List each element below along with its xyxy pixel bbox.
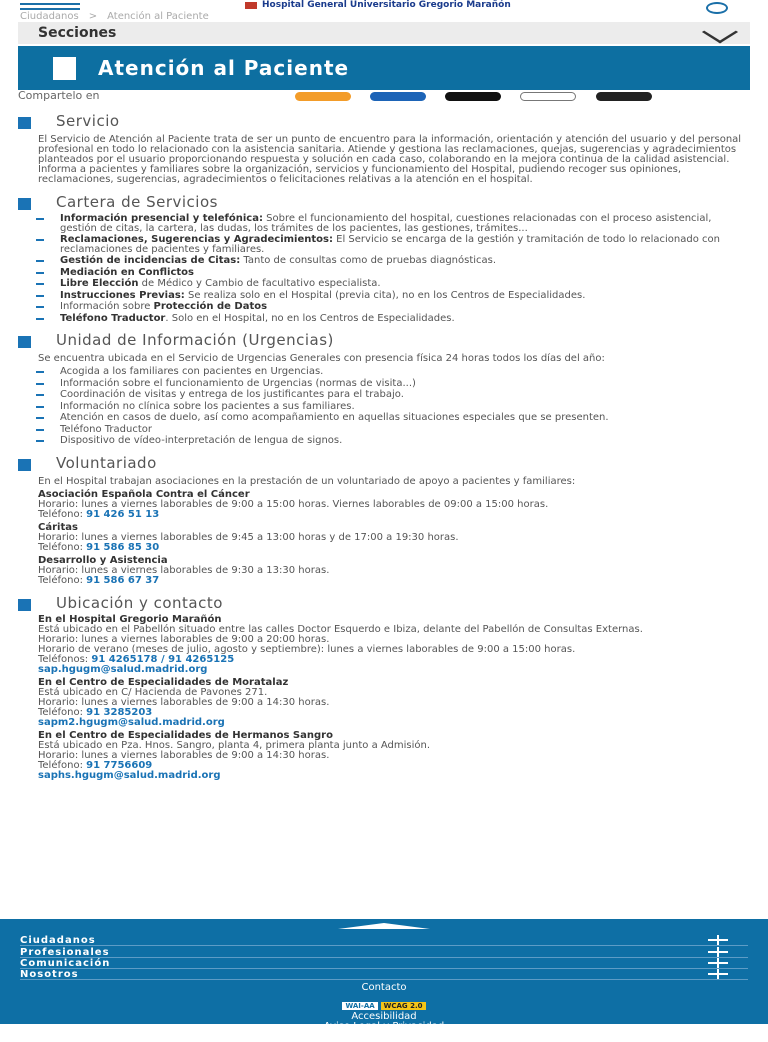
footer-nav-label: Profesionales: [20, 947, 110, 958]
section-square-icon: [18, 336, 31, 348]
org-name: Desarrollo y Asistencia: [38, 554, 168, 566]
section-heading-cartera: [18, 193, 750, 211]
item-text: . Solo en el Hospital, no en los Centros de Especialidades.: [165, 312, 455, 324]
org-desarrollo: [38, 556, 750, 586]
email-link[interactable]: sapm2.hgugm@salud.madrid.org: [38, 716, 225, 728]
hospital-logo[interactable]: [244, 0, 511, 10]
list-item: Dispositivo de vídeo-interpretación de lengua de signos.: [60, 436, 750, 446]
share-whatsapp-button[interactable]: [596, 92, 652, 101]
org-hours: Horario: lunes a viernes laborables de 9:30 a 13:30 horas.: [38, 564, 330, 576]
item-bold: Gestión de incidencias de Citas:: [60, 255, 241, 266]
phone-link[interactable]: 91 4265178 / 91 4265125: [91, 653, 235, 665]
item-text: Sobre el funcionamiento del hospital, cuestiones relacionadas con el proceso asistencial, gestión de citas, la cartera, las dudas, los trámites de los pacientes, las gestiones, trámites...: [60, 213, 712, 234]
section-title: Voluntariado: [56, 453, 157, 472]
page-title: Atención al Paciente: [98, 56, 350, 80]
site-name: En el Centro de Especialidades de Hermanos Sangro: [38, 729, 333, 741]
footer-nav-nosotros[interactable]: [20, 969, 748, 980]
footer-link-aviso-legal[interactable]: Aviso Legal y Privacidad: [323, 1021, 445, 1032]
main-content: [18, 108, 750, 781]
phone-label: Teléfono:: [38, 574, 87, 586]
share-plus-button[interactable]: [295, 92, 351, 101]
item-text: Información sobre: [60, 301, 154, 312]
item-bold[interactable]: Instrucciones Previas:: [60, 289, 185, 301]
phone-link[interactable]: 91 586 67 37: [86, 574, 160, 586]
list-item: Teléfono Traductor: [60, 425, 750, 435]
site-address: Está ubicado en Pza. Hnos. Sangro, planta 4, primera planta junto a Admisión.: [38, 739, 431, 751]
site-name: En el Centro de Especialidades de Moratalaz: [38, 676, 289, 688]
footer-nav-comunicacion[interactable]: [20, 958, 748, 969]
footer-nav-label: Comunicación: [20, 958, 111, 969]
section-title: Cartera de Servicios: [56, 193, 218, 211]
section-square-icon: [18, 117, 31, 129]
item-text: Se realiza solo en el Hospital (previa cita), no en los Centros de Especialidades.: [184, 289, 586, 301]
org-phone-line: [38, 576, 750, 586]
footer-nav-profesionales[interactable]: [20, 947, 748, 958]
section-title: Servicio: [56, 112, 120, 130]
footer-link-contacto[interactable]: Contacto: [361, 982, 407, 993]
phone-label: Teléfono:: [38, 706, 87, 718]
footer-link-mapa-web[interactable]: Mapa Web: [357, 1031, 411, 1042]
plus-icon[interactable]: [708, 958, 728, 968]
site-phone-line: [38, 761, 750, 771]
org-name: Asociación Española Contra el Cáncer: [38, 488, 250, 500]
list-item: Información no clínica sobre los pacientes a sus familiares.: [60, 402, 750, 412]
section-square-icon: [18, 198, 31, 210]
org-phone-line: [38, 510, 750, 520]
item-text: El Servicio se encarga de la gestión y tramitación de todo lo relacionado con reclamaciones de pacientes y familiares.: [60, 234, 720, 255]
org-name: Cáritas: [38, 521, 78, 533]
section-heading-unidad: [18, 331, 750, 349]
accessibility-badges: [342, 1002, 425, 1010]
breadcrumb-item-ciudadanos[interactable]: Ciudadanos: [20, 11, 79, 22]
plus-icon[interactable]: [708, 969, 728, 979]
footer-nav-label: Nosotros: [20, 969, 79, 980]
site-phone-line: [38, 655, 750, 665]
list-item: [60, 235, 750, 254]
list-item: [60, 291, 750, 301]
share-facebook-button[interactable]: [370, 92, 426, 101]
list-item: [60, 302, 750, 312]
item-bold: Reclamaciones, Sugerencias y Agradecimientos:: [60, 234, 333, 245]
item-bold: Teléfono Traductor: [60, 312, 166, 324]
list-item: [60, 279, 750, 289]
list-item: Acogida a los familiares con pacientes en Urgencias.: [60, 367, 750, 377]
plus-icon[interactable]: [708, 947, 728, 957]
plus-icon[interactable]: [708, 935, 728, 945]
logo-text: Hospital General Universitario Gregorio Marañón: [262, 0, 511, 10]
list-item: Información sobre el funcionamiento de Urgencias (normas de visita...): [60, 379, 750, 389]
footer-links: [0, 983, 768, 1042]
top-bar: [0, 0, 768, 22]
share-row: [18, 91, 750, 103]
org-aecc: [38, 490, 750, 520]
phone-link[interactable]: 91 586 85 30: [86, 541, 160, 553]
phone-label: Teléfono:: [38, 541, 87, 553]
list-item: Coordinación de visitas y entrega de los justificantes para el trabajo.: [60, 390, 750, 400]
search-icon[interactable]: [706, 2, 728, 14]
chevron-down-icon: [702, 21, 738, 44]
logo-crest-icon: [244, 1, 258, 10]
back-to-top-icon[interactable]: [338, 923, 430, 929]
footer-nav-label: Ciudadanos: [20, 935, 96, 946]
page-title-band: [18, 46, 750, 90]
voluntariado-intro: En el Hospital trabajan asociaciones en la prestación de un voluntariado de apoyo a pacientes y familiares:: [38, 475, 576, 487]
org-caritas: [38, 523, 750, 553]
site-name: En el Hospital Gregorio Marañón: [38, 613, 222, 625]
sections-label: Secciones: [38, 25, 117, 41]
section-title: Unidad de Información (Urgencias): [56, 331, 334, 349]
title-square-icon: [53, 57, 76, 80]
phone-label: Teléfono:: [38, 759, 87, 771]
phone-link[interactable]: 91 7756609: [86, 759, 153, 771]
unidad-intro: Se encuentra ubicada en el Servicio de Urgencias Generales con presencia física 24 horas todos los días del año:: [38, 353, 605, 364]
section-heading-servicio: [18, 112, 750, 130]
item-text: de Médico y Cambio de facultativo especialista.: [138, 278, 381, 289]
site-summer-hours: Horario de verano (meses de julio, agosto y septiembre): lunes a viernes laborables de 9:00 a 15:00 horas.: [38, 643, 576, 655]
list-item: [60, 256, 750, 266]
section-heading-ubicacion: [18, 594, 750, 612]
share-email-button[interactable]: [520, 92, 576, 101]
section-square-icon: [18, 459, 31, 471]
footer-nav-ciudadanos[interactable]: [20, 935, 748, 946]
badge-wai[interactable]: WAI-AA: [342, 1002, 377, 1010]
share-x-button[interactable]: [445, 92, 501, 101]
site-phone-line: [38, 708, 750, 718]
breadcrumb: [20, 11, 209, 22]
badge-wcag[interactable]: WCAG 2.0: [381, 1002, 426, 1010]
list-item: [60, 214, 750, 233]
site-hospital: [38, 615, 750, 675]
org-phone-line: [38, 543, 750, 553]
item-bold: Información presencial y telefónica:: [60, 213, 263, 224]
item-bold: Mediación en Conflictos: [60, 266, 194, 278]
site-hermanos-sangro: [38, 731, 750, 781]
site-hours: Horario: lunes a viernes laborables de 9:00 a 14:30 horas.: [38, 749, 330, 761]
unidad-list: [18, 367, 750, 446]
servicio-text: El Servicio de Atención al Paciente trata de ser un punto de encuentro para la información, orientación y atención del usuario y del personal profesional en todo lo relacionado con la asistencia sanitaria. Atiende y gestiona las reclamaciones, quejas, sugerencias y agradecimientos planteados por el usuario proporcionando respuesta y solución en cada caso, colaborando en la mejora continua de la calidad asistencial. Informa a pacientes y familiares sobre la organización, servicios y funcionamiento del Hospital, pudiendo recoger sus opiniones, reclamaciones, sugerencias, agradecimientos o felicitaciones relativas a la atención en el hospital.: [38, 134, 742, 185]
phone-label: Teléfonos:: [38, 653, 92, 665]
phone-link[interactable]: 91 3285203: [86, 706, 153, 718]
list-item: [60, 314, 750, 324]
site-moratalaz: [38, 678, 750, 728]
breadcrumb-separator: >: [88, 11, 98, 22]
site-hours: Horario: lunes a viernes laborables de 9:00 a 14:30 horas.: [38, 696, 330, 708]
footer-link-accesibilidad[interactable]: Accesibilidad: [351, 1011, 417, 1022]
sections-dropdown[interactable]: [18, 22, 750, 44]
org-hours: Horario: lunes a viernes laborables de 9:45 a 13:00 horas y de 17:00 a 19:30 horas.: [38, 531, 459, 543]
phone-link[interactable]: 91 426 51 13: [86, 508, 160, 520]
email-link[interactable]: sap.hgugm@salud.madrid.org: [38, 663, 208, 675]
list-item: Atención en casos de duelo, así como acompañamiento en aquellas situaciones especiales que se presenten.: [60, 413, 750, 423]
section-heading-voluntariado: [18, 454, 750, 472]
site-address: Está ubicado en el Pabellón situado entre las calles Doctor Esquerdo e Ibiza, delante del Pabellón de Consultas Externas.: [38, 623, 643, 635]
item-bold[interactable]: Libre Elección: [60, 278, 139, 289]
share-label: Compartelo en: [18, 89, 100, 102]
list-item: [60, 268, 750, 278]
section-square-icon: [18, 599, 31, 611]
cartera-list: [18, 214, 750, 323]
site-hours: Horario: lunes a viernes laborables de 9:00 a 20:00 horas.: [38, 633, 330, 645]
phone-label: Teléfono:: [38, 508, 87, 520]
site-address: Está ubicado en C/ Hacienda de Pavones 271.: [38, 686, 268, 698]
breadcrumb-item-current: Atención al Paciente: [107, 11, 209, 22]
email-link[interactable]: saphs.hgugm@salud.madrid.org: [38, 769, 221, 781]
org-hours: Horario: lunes a viernes laborables de 9:00 a 15:00 horas. Viernes laborables de 09:00 a 15:00 horas.: [38, 498, 549, 510]
item-bold-link[interactable]: Protección de Datos: [153, 301, 268, 312]
item-text: Tanto de consultas como de pruebas diagnósticas.: [240, 255, 497, 266]
section-title: Ubicación y contacto: [56, 593, 223, 612]
